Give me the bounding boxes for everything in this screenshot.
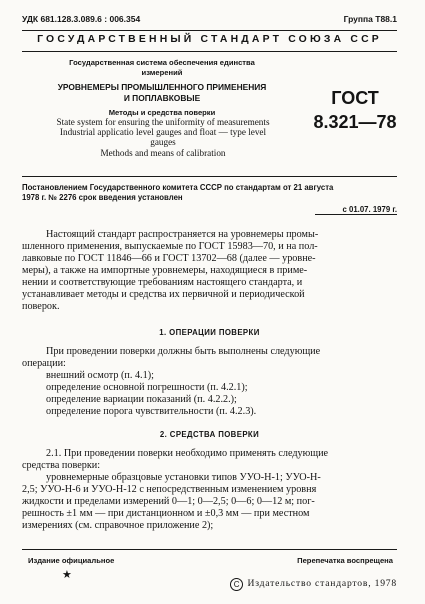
section-2-body — [22, 448, 397, 532]
section-2-line-3: уровнемерные образцовые установки типов УУО-Н-1; УУО-Н- — [46, 472, 321, 483]
copyright-icon: C — [230, 578, 243, 591]
publisher-name: Издательство стандартов, 1978 — [247, 578, 397, 589]
gost-label: ГОСТ — [331, 88, 379, 108]
group-code: Группа Т88.1 — [343, 14, 397, 24]
section-2-line-7: измерениях (см. справочное приложение 2); — [22, 520, 214, 531]
date-underline — [315, 214, 397, 215]
operation-item: определение основной погрешности (п. 4.2.1); — [46, 382, 248, 393]
top-row — [22, 14, 397, 26]
decree-line-2: 1978 г. № 2276 срок введения установлен — [22, 193, 183, 202]
official-edition-label: Издание официальное — [28, 556, 115, 565]
reprint-prohibited-label: Перепечатка воспрещена — [297, 556, 393, 565]
section-2-line-2: средства поверки: — [22, 460, 101, 471]
top-rule — [22, 30, 397, 31]
intro-paragraph — [22, 229, 397, 313]
section-1-body — [22, 346, 397, 418]
intro-line-7: поверок. — [22, 301, 60, 312]
system-line-1: Государственная система обеспечения единства — [69, 58, 255, 67]
footer-rule — [22, 549, 397, 550]
methods-subtitle: Методы и средства поверки — [108, 108, 216, 117]
section-1-line-1: При проведении поверки должны быть выполнены следующие — [46, 346, 321, 357]
header-block — [22, 58, 302, 117]
header-rule — [22, 176, 397, 177]
intro-line-1: Настоящий стандарт распространяется на уровнемеры промы- — [46, 229, 319, 240]
section-2-line-4: 2,5; УУО-Н-6 и УУО-Н-12 с непосредственным изменением уровня — [22, 484, 317, 495]
intro-line-6: устанавливает методы и средства их первичной и периодической — [22, 289, 305, 300]
section-2-line-6: решность ±1 мм — при дистанционном и ±0,3 мм — при местном — [22, 508, 310, 519]
title-rule — [22, 51, 397, 52]
gost-block — [305, 88, 405, 133]
footer — [22, 556, 397, 568]
section-1-heading: 1. ОПЕРАЦИИ ПОВЕРКИ — [159, 328, 260, 337]
intro-line-3: лавковые по ГОСТ 11846—66 и ГОСТ 13702—68 (далее — уровне- — [22, 253, 316, 264]
operation-item: определение порога чувствительности (п. 4.2.3). — [46, 406, 257, 417]
english-line-3: gauges — [150, 137, 176, 148]
standard-title: ГОСУДАРСТВЕННЫЙ СТАНДАРТ СОЮЗА ССР — [37, 34, 382, 45]
gost-number: 8.321—78 — [313, 112, 397, 132]
section-1-line-2: операции: — [22, 358, 66, 369]
udk-code: УДК 681.128.3.089.6 : 006.354 — [22, 14, 141, 24]
section-2-line-1: 2.1. При проведении поверки необходимо применять следующие — [46, 448, 329, 459]
operation-item: внешний осмотр (п. 4.1); — [46, 370, 154, 381]
star-icon: ★ — [62, 569, 72, 581]
intro-line-5: нении и соответствующие требованиям настоящего стандарта, и — [22, 277, 303, 288]
english-line-2: Industrial applicatio level gauges and float — type level — [59, 127, 267, 138]
decree-text — [22, 183, 397, 203]
operation-item: определение вариации показаний (п. 4.2.2.); — [46, 394, 237, 405]
introduction-date: с 01.07. 1979 г. — [342, 205, 397, 214]
section-2-line-5: жидкости и пределами измерений 0—1; 0—2,5; 0—6; 0—12 м; пог- — [22, 496, 315, 507]
decree-line-1: Постановлением Государственного комитета СССР по стандартам от 21 августа — [22, 183, 334, 192]
english-line-4: Methods and means of calibration — [100, 147, 226, 158]
main-title-line-1: УРОВНЕМЕРЫ ПРОМЫШЛЕННОГО ПРИМЕНЕНИЯ — [57, 82, 267, 92]
publisher-line — [230, 578, 397, 591]
intro-line-4: меры), а также на импортные уровнемеры, находящиеся в приме- — [22, 265, 308, 276]
section-2-heading: 2. СРЕДСТВА ПОВЕРКИ — [159, 430, 260, 439]
intro-line-2: шленного применения, выпускаемые по ГОСТ 15983—70, и на пол- — [22, 241, 318, 252]
system-line-2: измерений — [141, 67, 183, 77]
english-title — [28, 117, 298, 158]
english-line-1: State system for ensuring the uniformity of measurements — [56, 117, 270, 127]
main-title-line-2: И ПОПЛАВКОВЫЕ — [123, 92, 201, 103]
